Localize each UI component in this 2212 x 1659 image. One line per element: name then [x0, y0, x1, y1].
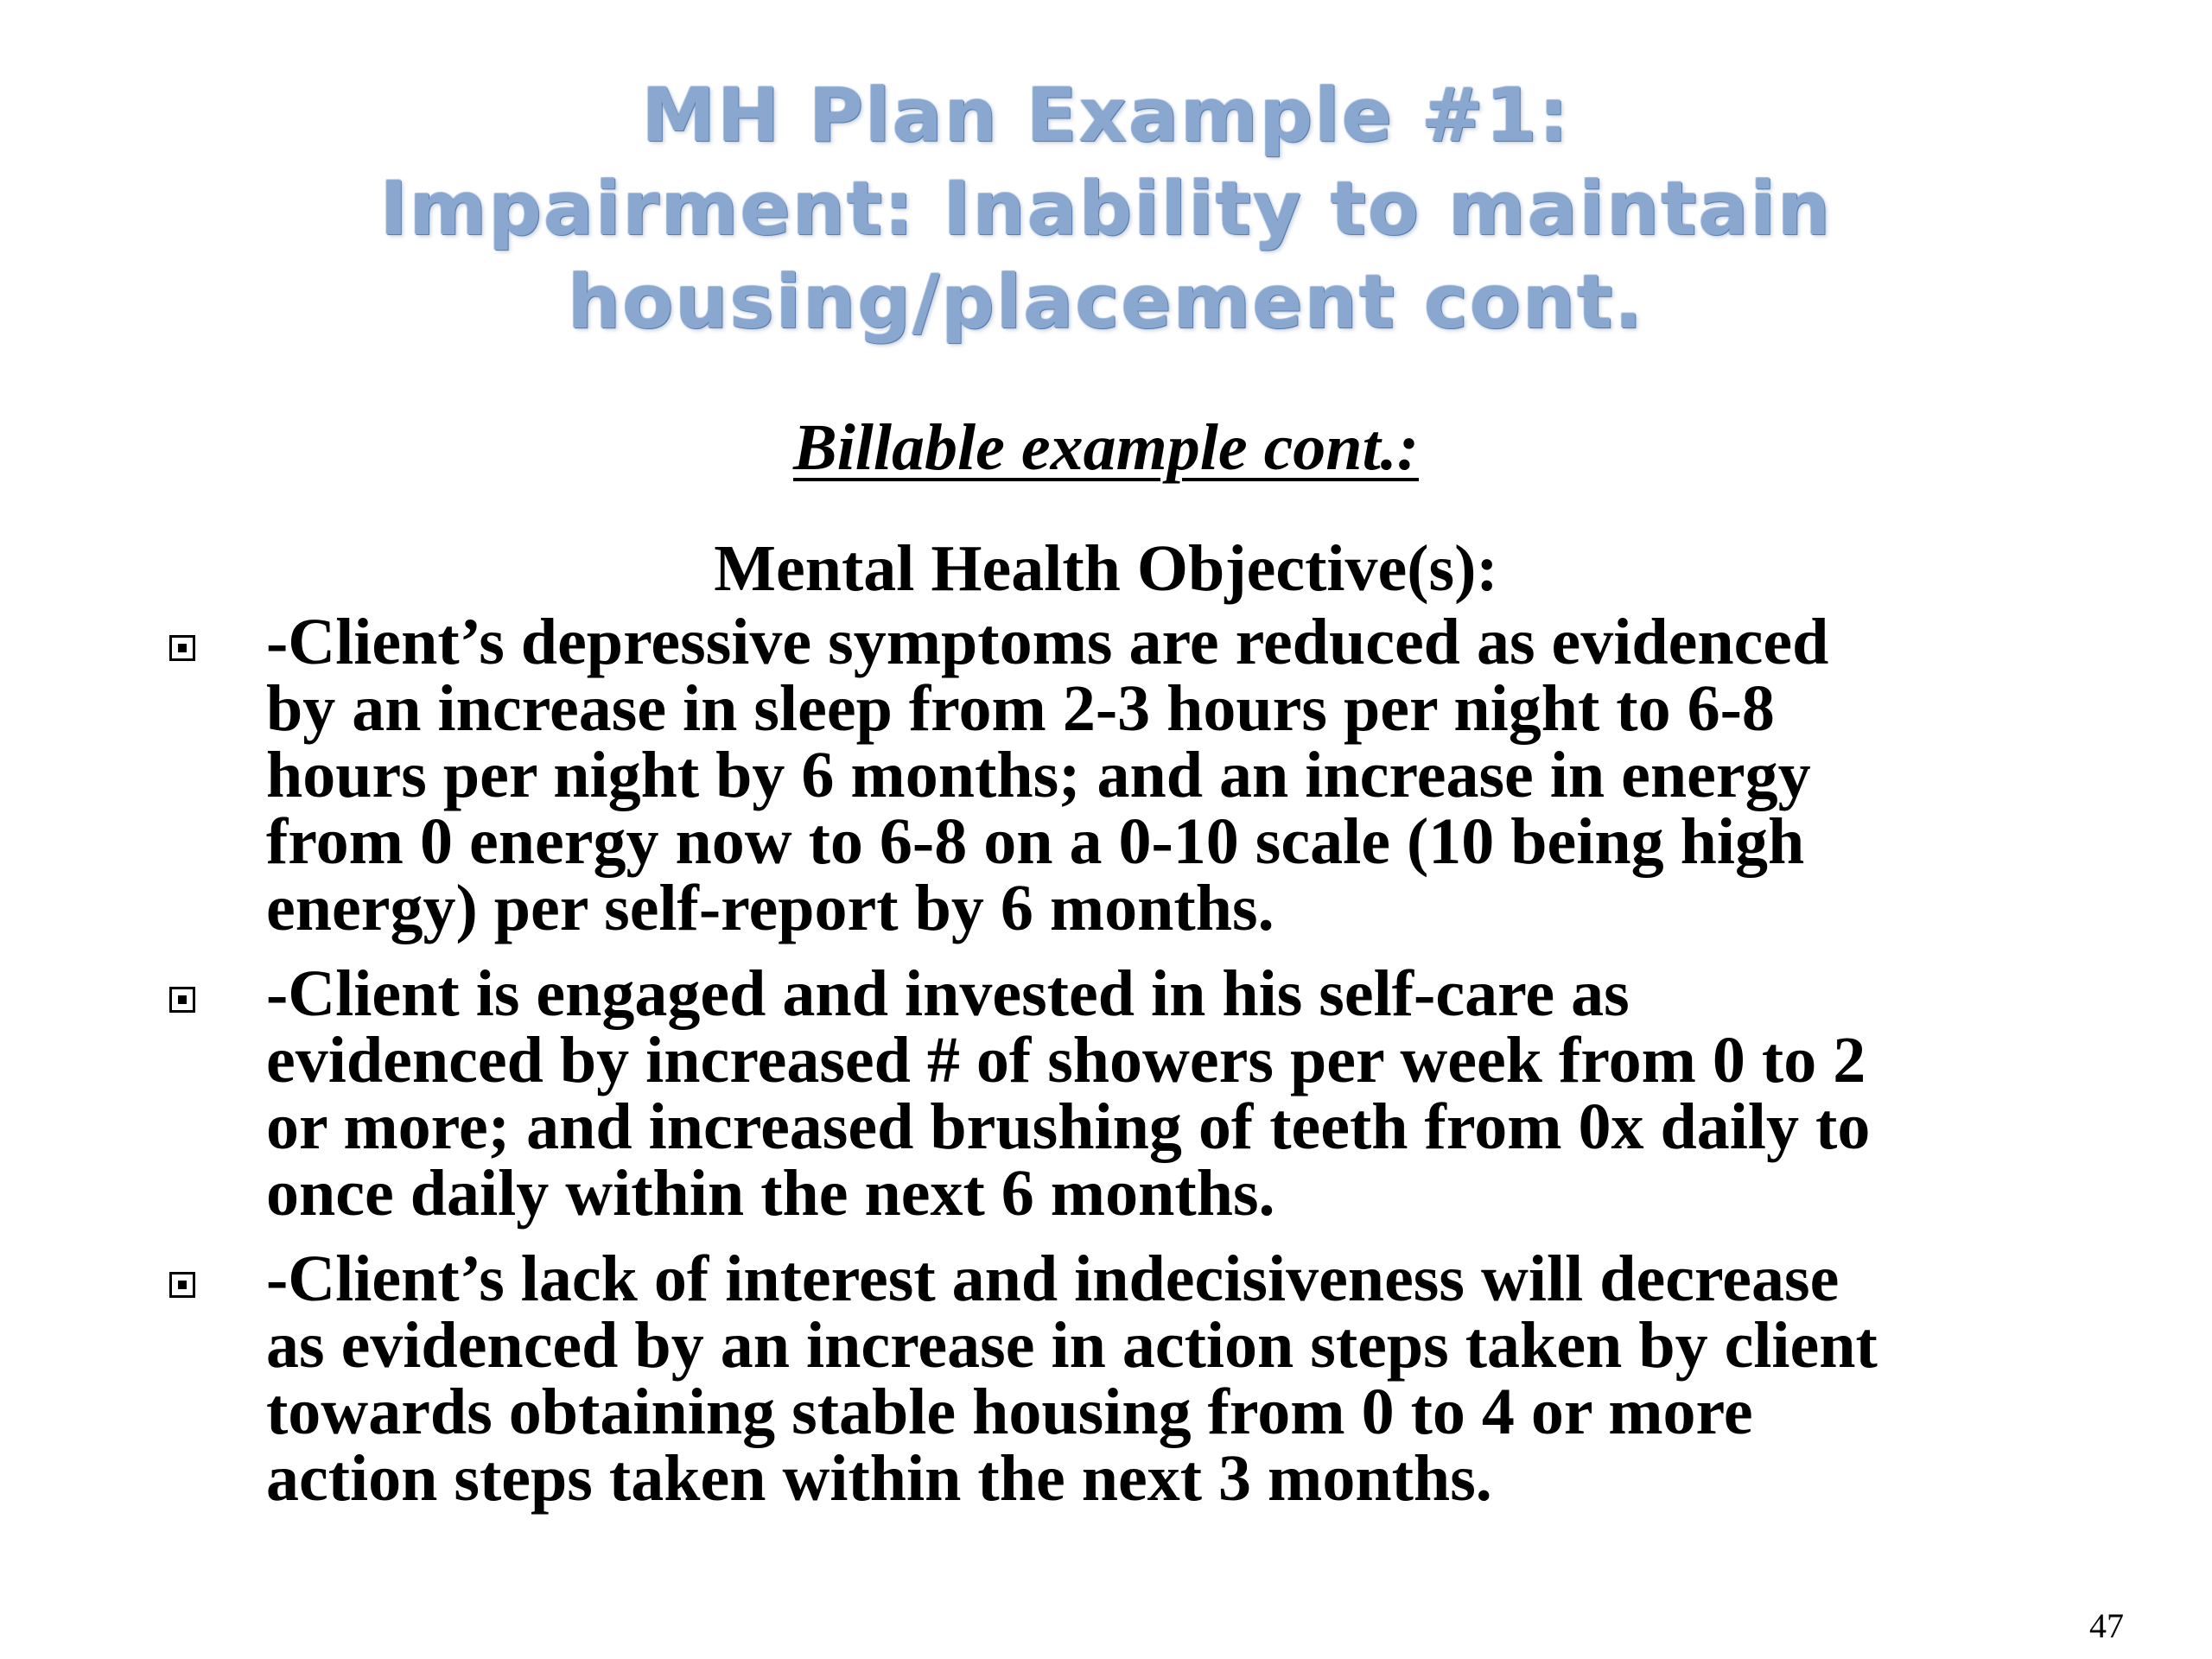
bullet-line: or more; and increased brushing of teeth from 0x daily to — [266, 1090, 1871, 1163]
bullet-line: -Client’s lack of interest and indecisiveness will decrease — [266, 1243, 1840, 1315]
bullet-line: action steps taken within the next 3 months. — [266, 1442, 1492, 1515]
bullet-text — [266, 606, 2098, 944]
page-number: 47 — [2089, 1606, 2124, 1645]
bullet-line: -Client is engaged and invested in his self-care as — [266, 957, 1630, 1030]
square-bullet-icon — [169, 635, 195, 661]
list-item — [0, 606, 2098, 944]
bullet-line: hours per night by 6 months; and an increase in energy — [266, 739, 1811, 811]
section-heading: Mental Health Objective(s): — [714, 532, 1498, 605]
objective-list — [0, 606, 2212, 1531]
square-bullet-icon — [169, 1272, 195, 1298]
bullet-line: by an increase in sleep from 2-3 hours per night to 6-8 — [266, 672, 1775, 745]
title-line-1: MH Plan Example #1: — [641, 73, 1571, 159]
title-line-2: Impairment: Inability to maintain — [379, 166, 1833, 252]
bullet-line: energy) per self-report by 6 months. — [266, 872, 1274, 944]
list-item — [0, 957, 2098, 1230]
bullet-line: evidenced by increased # of showers per week from 0 to 2 — [266, 1024, 1866, 1096]
subtitle-text: Billable example cont.: — [792, 411, 1419, 484]
subtitle — [0, 406, 2212, 489]
square-bullet-icon — [169, 987, 195, 1013]
bullet-text — [266, 957, 2098, 1230]
slide-title — [0, 69, 2212, 349]
bullet-line: from 0 energy now to 6-8 on a 0-10 scale (10 being high — [266, 805, 1805, 878]
bullet-line: towards obtaining stable housing from 0 to 4 or more — [266, 1376, 1753, 1448]
bullet-text — [266, 1243, 2098, 1515]
bullet-line: as evidenced by an increase in action steps taken by client — [266, 1309, 1878, 1382]
title-line-3: housing/placement cont. — [567, 259, 1645, 346]
bullet-line: -Client’s depressive symptoms are reduced as evidenced — [266, 606, 1829, 678]
list-item — [0, 1243, 2098, 1515]
bullet-line: once daily within the next 6 months. — [266, 1157, 1275, 1230]
